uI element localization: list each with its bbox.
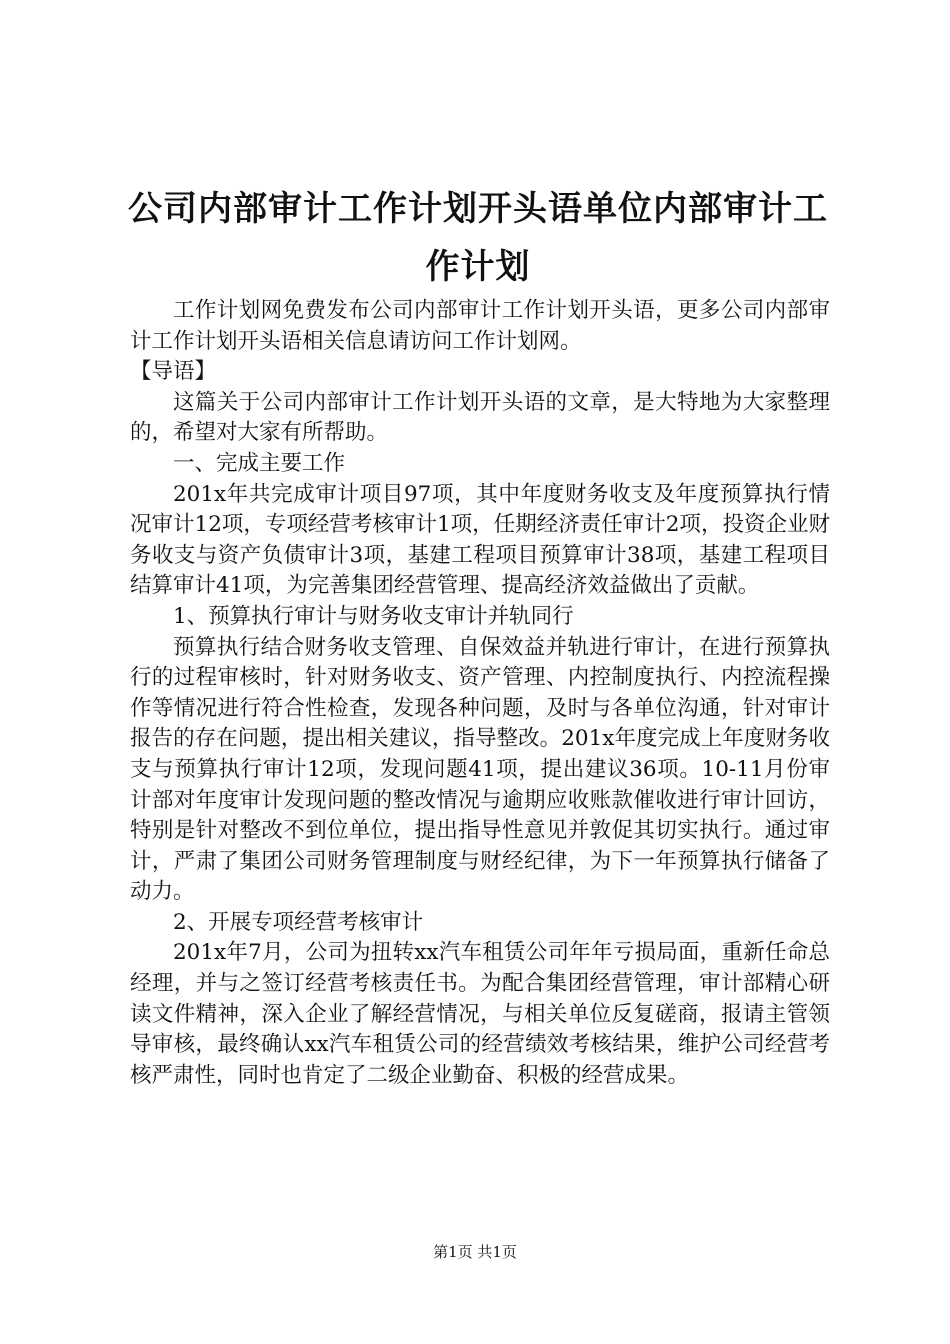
subsection-heading-2: 2、开展专项经营考核审计 [173,909,424,935]
page-footer: 第1页 共1页 [433,1243,517,1261]
paragraph-guide: 这篇关于公司内部审计工作计划开头语的文章，是大特地为大家整理的，希望对大家有所帮助。 [130,389,830,446]
paragraph-guide-label: 【导语】 [130,359,217,385]
document-body [130,296,830,1091]
paragraph-summary: 201x年共完成审计项目97项，其中年度财务收支及年度预算执行情况审计12项，专项经营考核审计1项，任期经济责任审计2项，投资企业财务收支与资产负债审计3项，基建工程项目预算审计38项，基建工程项目结算审计41项，为完善集团经营管理、提高经济效益做出了贡献。 [130,481,830,599]
paragraph-special-audit: 201x年7月，公司为扭转xx汽车租赁公司年年亏损局面，重新任命总经理，并与之签订经营考核责任书。为配合集团经营管理，审计部精心研读文件精神，深入企业了解经营情况，与相关单位反复磋商，报请主管领导审核，最终确认xx汽车租赁公司的经营绩效考核结果，维护公司经营考核严肃性，同时也肯定了二级企业勤奋、积极的经营成果。 [130,940,830,1088]
document-title: 公司内部审计工作计划开头语单位内部审计工作计划 [128,189,828,287]
section-heading-1: 一、完成主要工作 [173,450,346,476]
subsection-heading-1: 1、预算执行审计与财务收支审计并轨同行 [173,603,574,629]
paragraph-budget-audit: 预算执行结合财务收支管理、自保效益并轨进行审计，在进行预算执行的过程审核时，针对财务收支、资产管理、内控制度执行、内控流程操作等情况进行符合性检查，发现各种问题，及时与各单位沟通，针对审计报告的存在问题，提出相关建议，指导整改。201x年度完成上年度财务收支与预算执行审计12项，发现问题41项，提出建议36项。10-11月份审计部对年度审计发现问题的整改情况与逾期应收账款催收进行审计回访，特别是针对整改不到位单位，提出指导性意见并敦促其切实执行。通过审计，严肃了集团公司财务管理制度与财经纪律，为下一年预算执行储备了动力。 [130,634,830,905]
paragraph-intro: 工作计划网免费发布公司内部审计工作计划开头语，更多公司内部审计工作计划开头语相关信息请访问工作计划网。 [130,298,830,354]
